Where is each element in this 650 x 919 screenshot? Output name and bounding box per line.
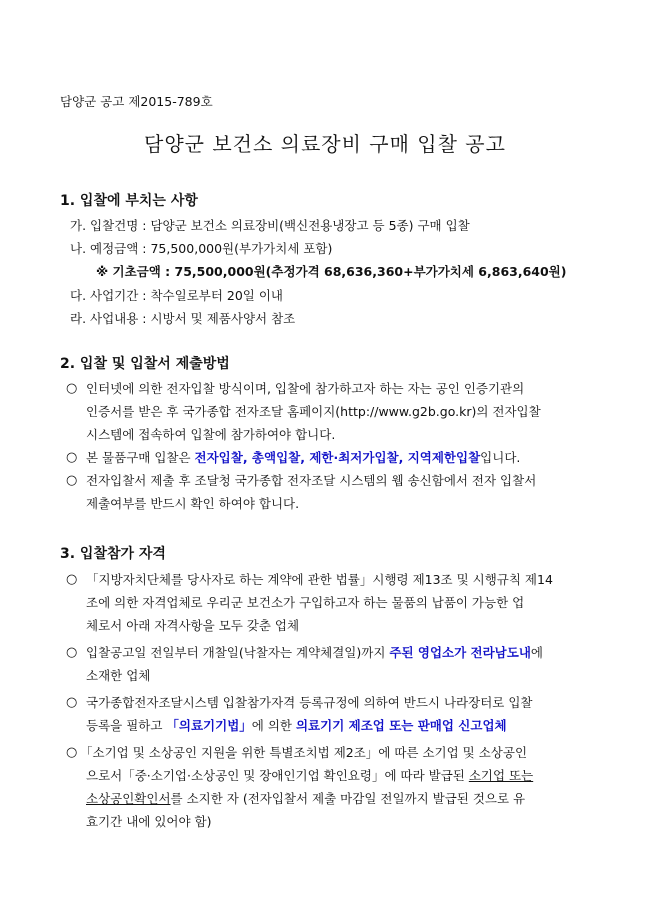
bullet-marker: ○ [66, 450, 78, 465]
s3-p1-line3: 체로서 아래 자격사항을 모두 갖춘 업체 [86, 618, 300, 633]
bullet-marker: ○ [66, 473, 78, 488]
s3-p4-l2-prefix: 으로서「중·소기업·소상공인 및 장애인기업 확인요령」에 따라 발급된 [86, 768, 469, 783]
s3-p4-l3-underlined: 소상공인확인서 [86, 791, 171, 806]
s3-p1-line2: 조에 의한 자격업체로 우리군 보건소가 구입하고자 하는 물품의 납품이 가능한 업 [86, 595, 525, 610]
s3-p2-region: 주된 영업소가 전라남도내 [389, 645, 531, 660]
item-ra: 라. 사업내용 : 시방서 및 제품사양서 참조 [70, 311, 296, 326]
s2-p2 [86, 450, 520, 466]
s3-p3-line2 [86, 718, 507, 734]
s2-p3-line2: 제출여부를 반드시 확인 하여야 합니다. [86, 496, 300, 511]
item-da: 다. 사업기간 : 착수일로부터 20일 이내 [70, 288, 284, 303]
notice-number: 담양군 공고 제2015-789호 [60, 94, 213, 109]
item-na: 나. 예정금액 : 75,500,000원(부가가치세 포함) [70, 241, 333, 256]
s2-p3-line1: 전자입찰서 제출 후 조달청 국가종합 전자조달 시스템의 웹 송신함에서 전자 입찰서 [86, 473, 537, 488]
section3-heading: 3. 입찰참가 자격 [60, 546, 166, 562]
page-title: 담양군 보건소 의료장비 구매 입찰 공고 [144, 132, 506, 156]
s3-p2-prefix: 입찰공고일 전일부터 개찰일(낙찰자는 계약체결일)까지 [86, 645, 390, 660]
s3-p4-line1: 「소기업 및 소상공인 지원을 위한 특별조치법 제2조」에 따른 소기업 및 소상공인 [80, 745, 528, 760]
s3-p3-line1: 국가종합전자조달시스템 입찰참가자격 등록규정에 의하여 반드시 나라장터로 입찰 [86, 695, 533, 710]
s3-p3-law: 「의료기기법」 [166, 718, 252, 733]
bullet-marker: ○ [66, 381, 78, 396]
s3-p2-suffix: 에 [530, 645, 543, 660]
section2-heading: 2. 입찰 및 입찰서 제출방법 [60, 356, 230, 372]
s3-p4-l2-underlined: 소기업 또는 [468, 768, 534, 783]
s2-p2-suffix: 입니다. [480, 450, 521, 465]
item-ga: 가. 입찰건명 : 담양군 보건소 의료장비(백신전용냉장고 등 5종) 구매 입찰 [70, 218, 470, 233]
bullet-marker: ○ [66, 572, 78, 587]
s2-p1-line1: 인터넷에 의한 전자입찰 방식이며, 입찰에 참가하고자 하는 자는 공인 인증기관의 [86, 381, 525, 396]
bullet-marker: ○ [66, 745, 78, 760]
s2-p1-line3: 시스템에 접속하여 입찰에 참가하여야 합니다. [86, 427, 336, 442]
s3-p2-line1 [86, 645, 543, 661]
s2-p1-line2: 인증서를 받은 후 국가종합 전자조달 홈페이지(http://www.g2b.go.kr)의 전자입찰 [86, 404, 541, 419]
s2-p2-prefix: 본 물품구매 입찰은 [86, 450, 195, 465]
s3-p1-line1: 「지방자치단체를 당사자로 하는 계약에 관한 법률」시행령 제13조 및 시행규칙 제14 [86, 572, 553, 587]
s2-p2-bid-types: 전자입찰, 총액입찰, 제한·최저가입찰, 지역제한입찰 [194, 450, 481, 465]
s3-p3-business-type: 의료기기 제조업 또는 판매업 신고업체 [295, 718, 507, 733]
s3-p3-mid: 에 의한 [251, 718, 296, 733]
bullet-marker: ○ [66, 695, 78, 710]
base-amount: ※ 기초금액 : 75,500,000원(추정가격 68,636,360+부가가치세 6,863,640원) [96, 264, 567, 279]
s3-p2-line2: 소재한 업체 [86, 668, 151, 683]
s3-p4-l3-suffix: 를 소지한 자 (전자입찰서 제출 마감일 전일까지 발급된 것으로 유 [170, 791, 526, 806]
s3-p4-line2 [86, 768, 533, 784]
bullet-marker: ○ [66, 645, 78, 660]
section1-heading: 1. 입찰에 부치는 사항 [60, 193, 198, 209]
s3-p4-line4: 효기간 내에 있어야 함) [86, 814, 212, 829]
s3-p3-prefix: 등록을 필하고 [86, 718, 167, 733]
s3-p4-line3 [86, 791, 525, 807]
